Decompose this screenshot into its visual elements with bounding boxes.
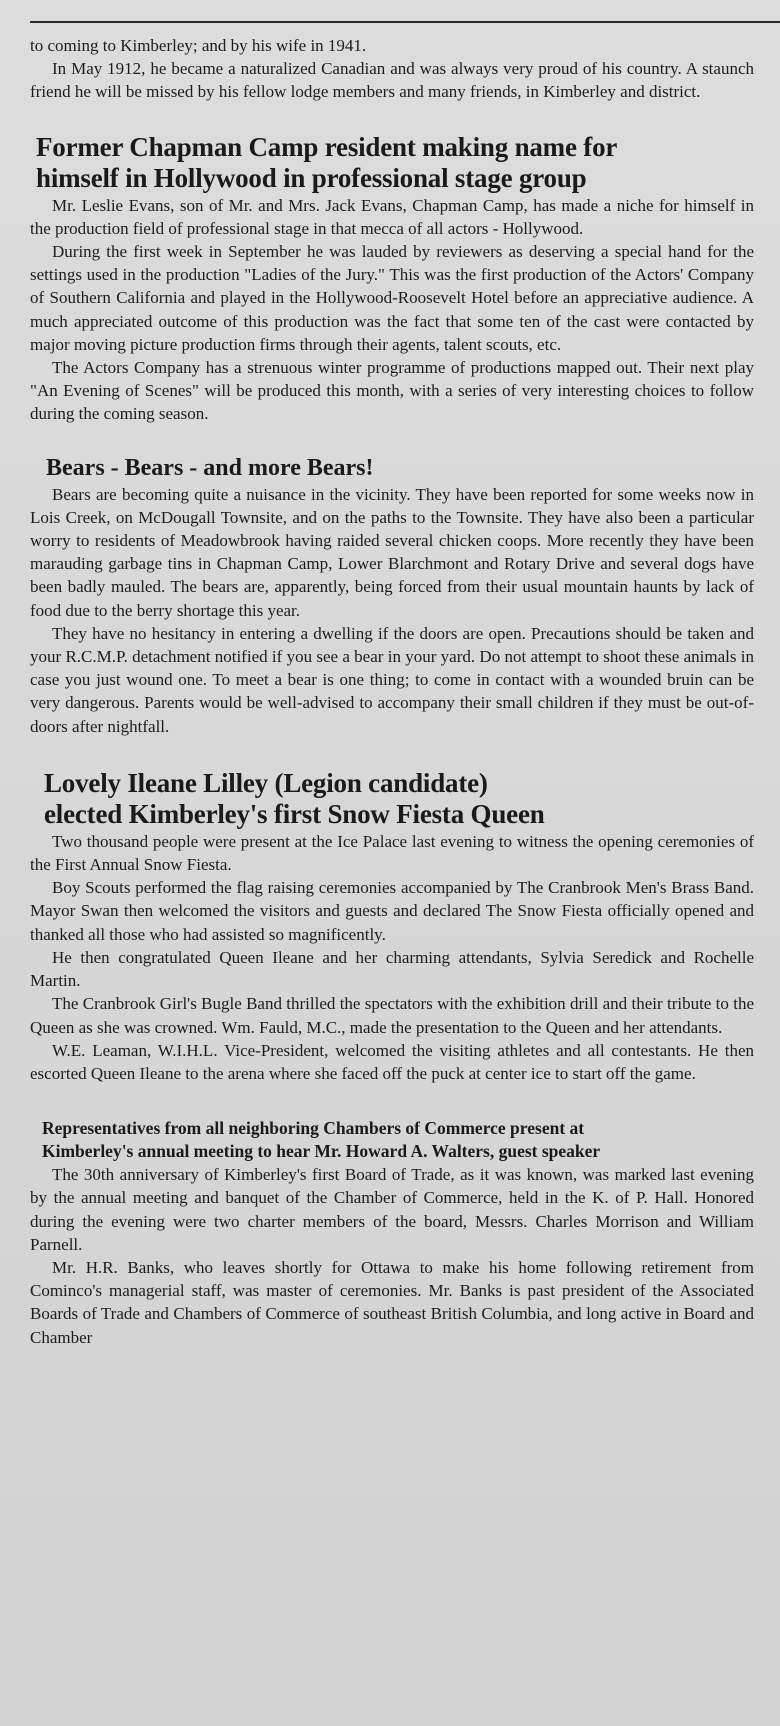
article-paragraph: During the first week in September he was lauded by reviewers as deserving a special hand for the settings used in the production "Ladies of the Jury." This was the first production of the Actors' Company of Southern California and played in the Hollywood-Roosevelt Hotel before an appreciative audience. A much appreciated outcome of this production was the fact that some ten of the cast were contacted by major moving picture production firms through their agents, talent scouts, etc. — [30, 242, 754, 354]
article-paragraph: W.E. Leaman, W.I.H.L. Vice-President, welcomed the visiting athletes and all contestants. He then escorted Queen Ileane to the arena where she faced off the puck at center ice to start off the game. — [30, 1040, 754, 1083]
intro-paragraph: In May 1912, he became a naturalized Canadian and was always very proud of his country. A staunch friend he will be missed by his fellow lodge members and many friends, in Kimberley and district. — [30, 59, 754, 102]
article-paragraph: Mr. Leslie Evans, son of Mr. and Mrs. Jack Evans, Chapman Camp, has made a niche for himself in the production field of professional stage in that mecca of all actors - Hollywood. — [30, 195, 754, 238]
intro-paragraph: to coming to Kimberley; and by his wife in 1941. — [30, 36, 367, 55]
article-paragraph: The Cranbrook Girl's Bugle Band thrilled the spectators with the exhibition drill and their tribute to the Queen as she was crowned. Wm. Fauld, M.C., made the presentation to the Queen and her attendants. — [30, 994, 754, 1037]
article-paragraph: Bears are becoming quite a nuisance in the vicinity. They have been reported for some weeks now in Lois Creek, on McDougall Townsite, and on the paths to the Townsite. They have also been a particular worry to residents of Meadowbrook having raided several chicken coops. More recently they have been marauding garbage tins in Chapman Camp, Lower Blarchmont and Rotary Drive and several dogs have been badly mauled. The bears are, apparently, being forced from their usual mountain haunts by lack of food due to the berry shortage this year. — [30, 484, 754, 620]
headline-line: Representatives from all neighboring Chambers of Commerce present at — [42, 1118, 585, 1139]
article-paragraph: He then congratulated Queen Ileane and her charming attendants, Sylvia Seredick and Rochelle Martin. — [30, 947, 754, 991]
page-content — [30, 34, 754, 1349]
top-rule-divider — [30, 21, 780, 23]
article-paragraph: Two thousand people were present at the Ice Palace last evening to witness the opening ceremonies of the First Annual Snow Fiesta. — [30, 831, 754, 875]
headline-line: himself in Hollywood in professional stage group — [36, 162, 587, 193]
article-snow-fiesta — [30, 768, 754, 1085]
article-paragraph: They have no hesitancy in entering a dwelling if the doors are open. Precautions should be taken and your R.C.M.P. detachment notified if you see a bear in your yard. Do not attempt to shoot these animals in case you just wound one. To meet a bear is one thing; to come in contact with a wounded bruin can be very dangerous. Parents would be well-advised to accompany their small children if they must be out-of-doors after nightfall. — [30, 623, 754, 736]
headline-line: Former Chapman Camp resident making name for — [36, 131, 618, 162]
article-hollywood — [30, 132, 754, 426]
headline-line: elected Kimberley's first Snow Fiesta Queen — [44, 798, 545, 829]
article-paragraph: The 30th anniversary of Kimberley's first Board of Trade, as it was known, was marked last evening by the annual meeting and banquet of the Chamber of Commerce, held in the K. of P. Hall. Honored during the evening were two charter members of the board, Messrs. Charles Morrison and William Parnell. — [30, 1165, 754, 1254]
article-chamber-of-commerce — [30, 1117, 754, 1349]
article-bears — [30, 454, 754, 738]
headline-line: Lovely Ileane Lilley (Legion candidate) — [44, 767, 488, 798]
headline-line: Kimberley's annual meeting to hear Mr. Howard A. Walters, guest speaker — [42, 1141, 601, 1162]
article-paragraph: Mr. H.R. Banks, who leaves shortly for Ottawa to make his home following retirement from Cominco's managerial staff, was master of ceremonies. Mr. Banks is past president of the Associated Boards of Trade and Chambers of Commerce of southeast British Columbia, and long active in Board and Chamber — [30, 1257, 754, 1347]
article-headline — [30, 454, 754, 483]
article-headline — [30, 132, 754, 194]
article-paragraph: Boy Scouts performed the flag raising ceremonies accompanied by The Cranbrook Men's Brass Band. Mayor Swan then welcomed the visitors and guests and declared The Snow Fiesta officially opened and thanked all those who had assisted so magnificently. — [30, 878, 754, 944]
article-paragraph: The Actors Company has a strenuous winter programme of productions mapped out. Their next play "An Evening of Scenes" will be produced this month, with a series of very interesting choices to follow during the coming season. — [30, 358, 754, 424]
article-headline — [30, 768, 754, 830]
intro-continuation — [30, 34, 754, 104]
headline-line: Bears - Bears - and more Bears! — [46, 454, 374, 481]
article-headline — [30, 1117, 754, 1163]
